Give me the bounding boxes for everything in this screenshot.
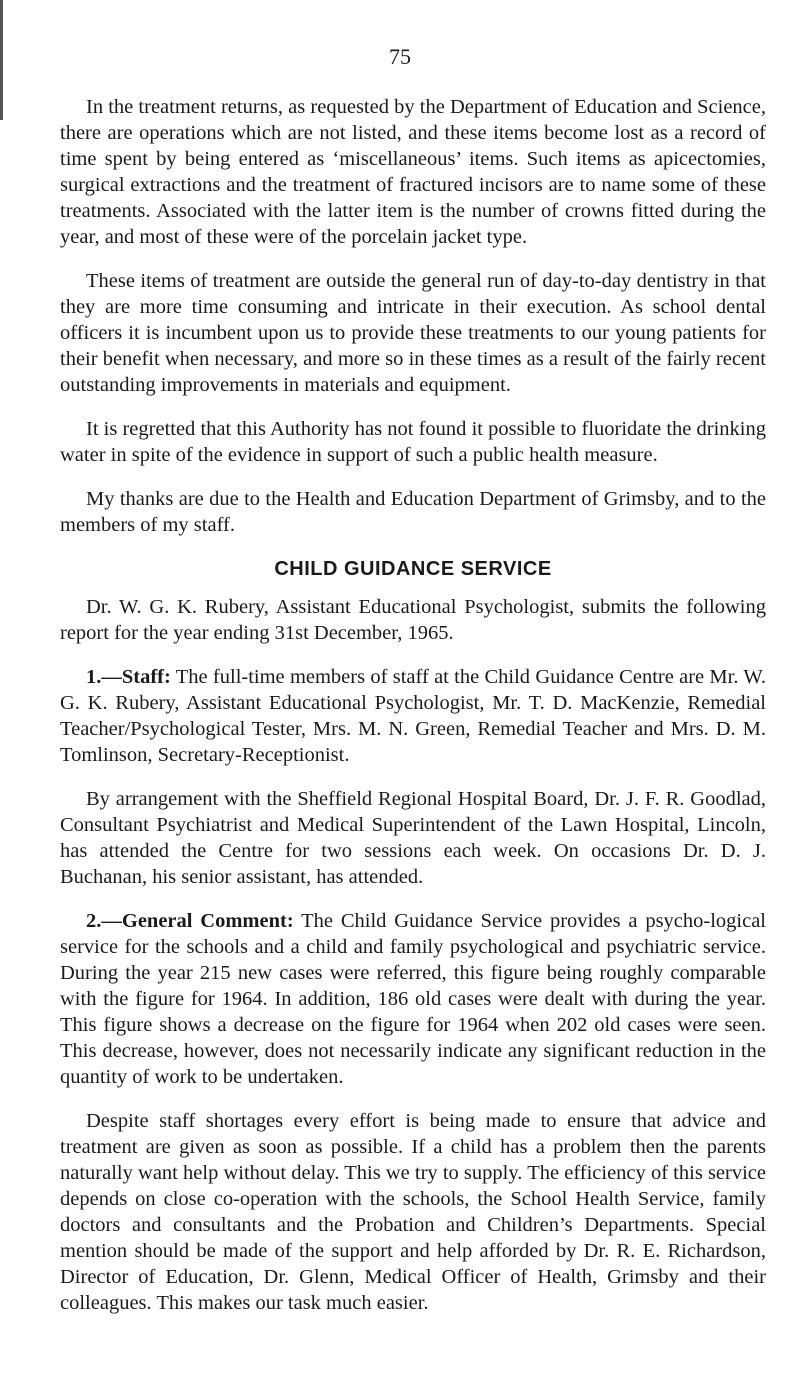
paragraph-general-comment xyxy=(60,908,766,1090)
paragraph-thanks: My thanks are due to the Health and Education Department of Grimsby, and to the members of my staff. xyxy=(60,488,766,536)
page-number: 75 xyxy=(389,44,411,69)
paragraph-arrangement: By arrangement with the Sheffield Regional Hospital Board, Dr. J. F. R. Goodlad, Consultant Psychiatrist and Medical Superintendent of the Lawn Hospital, Lincoln, has attended the Centre for two sessions each week. On occasions Dr. D. J. Buchanan, his senior assistant, has attended. xyxy=(60,788,766,888)
section-heading: CHILD GUIDANCE SERVICE xyxy=(274,558,552,580)
general-comment-lead: 2.—General Comment: xyxy=(86,910,294,932)
staff-lead: 1.—Staff: xyxy=(86,666,171,688)
paragraph-treatment-items: These items of treatment are outside the general run of day-to-day dentistry in that they are more time consuming and intricate in their execution. As school dental officers it is incumbent upon us to provide these treatments to our young patients for their benefit when necessary, and more so in these times as a result of the fairly recent outstanding improvements in materials and equipment. xyxy=(60,270,766,396)
paragraph-intro: Dr. W. G. K. Rubery, Assistant Educational Psychologist, submits the following report for the year ending 31st December, 1965. xyxy=(60,596,766,644)
general-comment-text: The Child Guidance Service provides a psycho-logical service for the schools and a child and family psychological and psychiatric service. During the year 215 new cases were referred, this figure being roughly comparable with the figure for 1964. In addition, 186 old cases were dealt with during the year. This figure shows a decrease on the figure for 1964 when 202 old cases were seen. This decrease, however, does not necessarily indicate any significant reduction in the quantity of work to be undertaken. xyxy=(60,910,767,1088)
page-body xyxy=(60,94,766,1334)
staff-text: The full-time members of staff at the Child Guidance Centre are Mr. W. G. K. Rubery, Assistant Educational Psychologist, Mr. T. D. MacKenzie, Remedial Teacher/Psychological Tester, Mrs. M. N. Green, Remedial Teacher and Mrs. D. M. Tomlinson, Secretary-Receptionist. xyxy=(60,666,766,766)
paragraph-staff xyxy=(60,664,766,768)
paragraph-staff-shortages: Despite staff shortages every effort is being made to ensure that advice and treatment are given as soon as possible. If a child has a problem then the parents naturally want help without delay. This we try to supply. The efficiency of this service depends on close co-operation with the schools, the School Health Service, family doctors and consultants and the Probation and Children’s Departments. Special mention should be made of the support and help afforded by Dr. R. E. Richardson, Director of Education, Dr. Glenn, Medical Officer of Health, Grimsby and their colleagues. This makes our task much easier. xyxy=(60,1110,766,1314)
paragraph-treatment-returns: In the treatment returns, as requested by the Department of Education and Science, there are operations which are not listed, and these items become lost as a record of time spent by being entered as ‘miscellaneous’ items. Such items as apicectomies, surgical extractions and the treatment of fractured incisors are to name some of these treatments. Associated with the latter item is the number of crowns fitted during the year, and most of these were of the porcelain jacket type. xyxy=(60,96,766,248)
paragraph-fluoridation: It is regretted that this Authority has not found it possible to fluoridate the drinking water in spite of the evidence in support of such a public health measure. xyxy=(60,418,766,466)
